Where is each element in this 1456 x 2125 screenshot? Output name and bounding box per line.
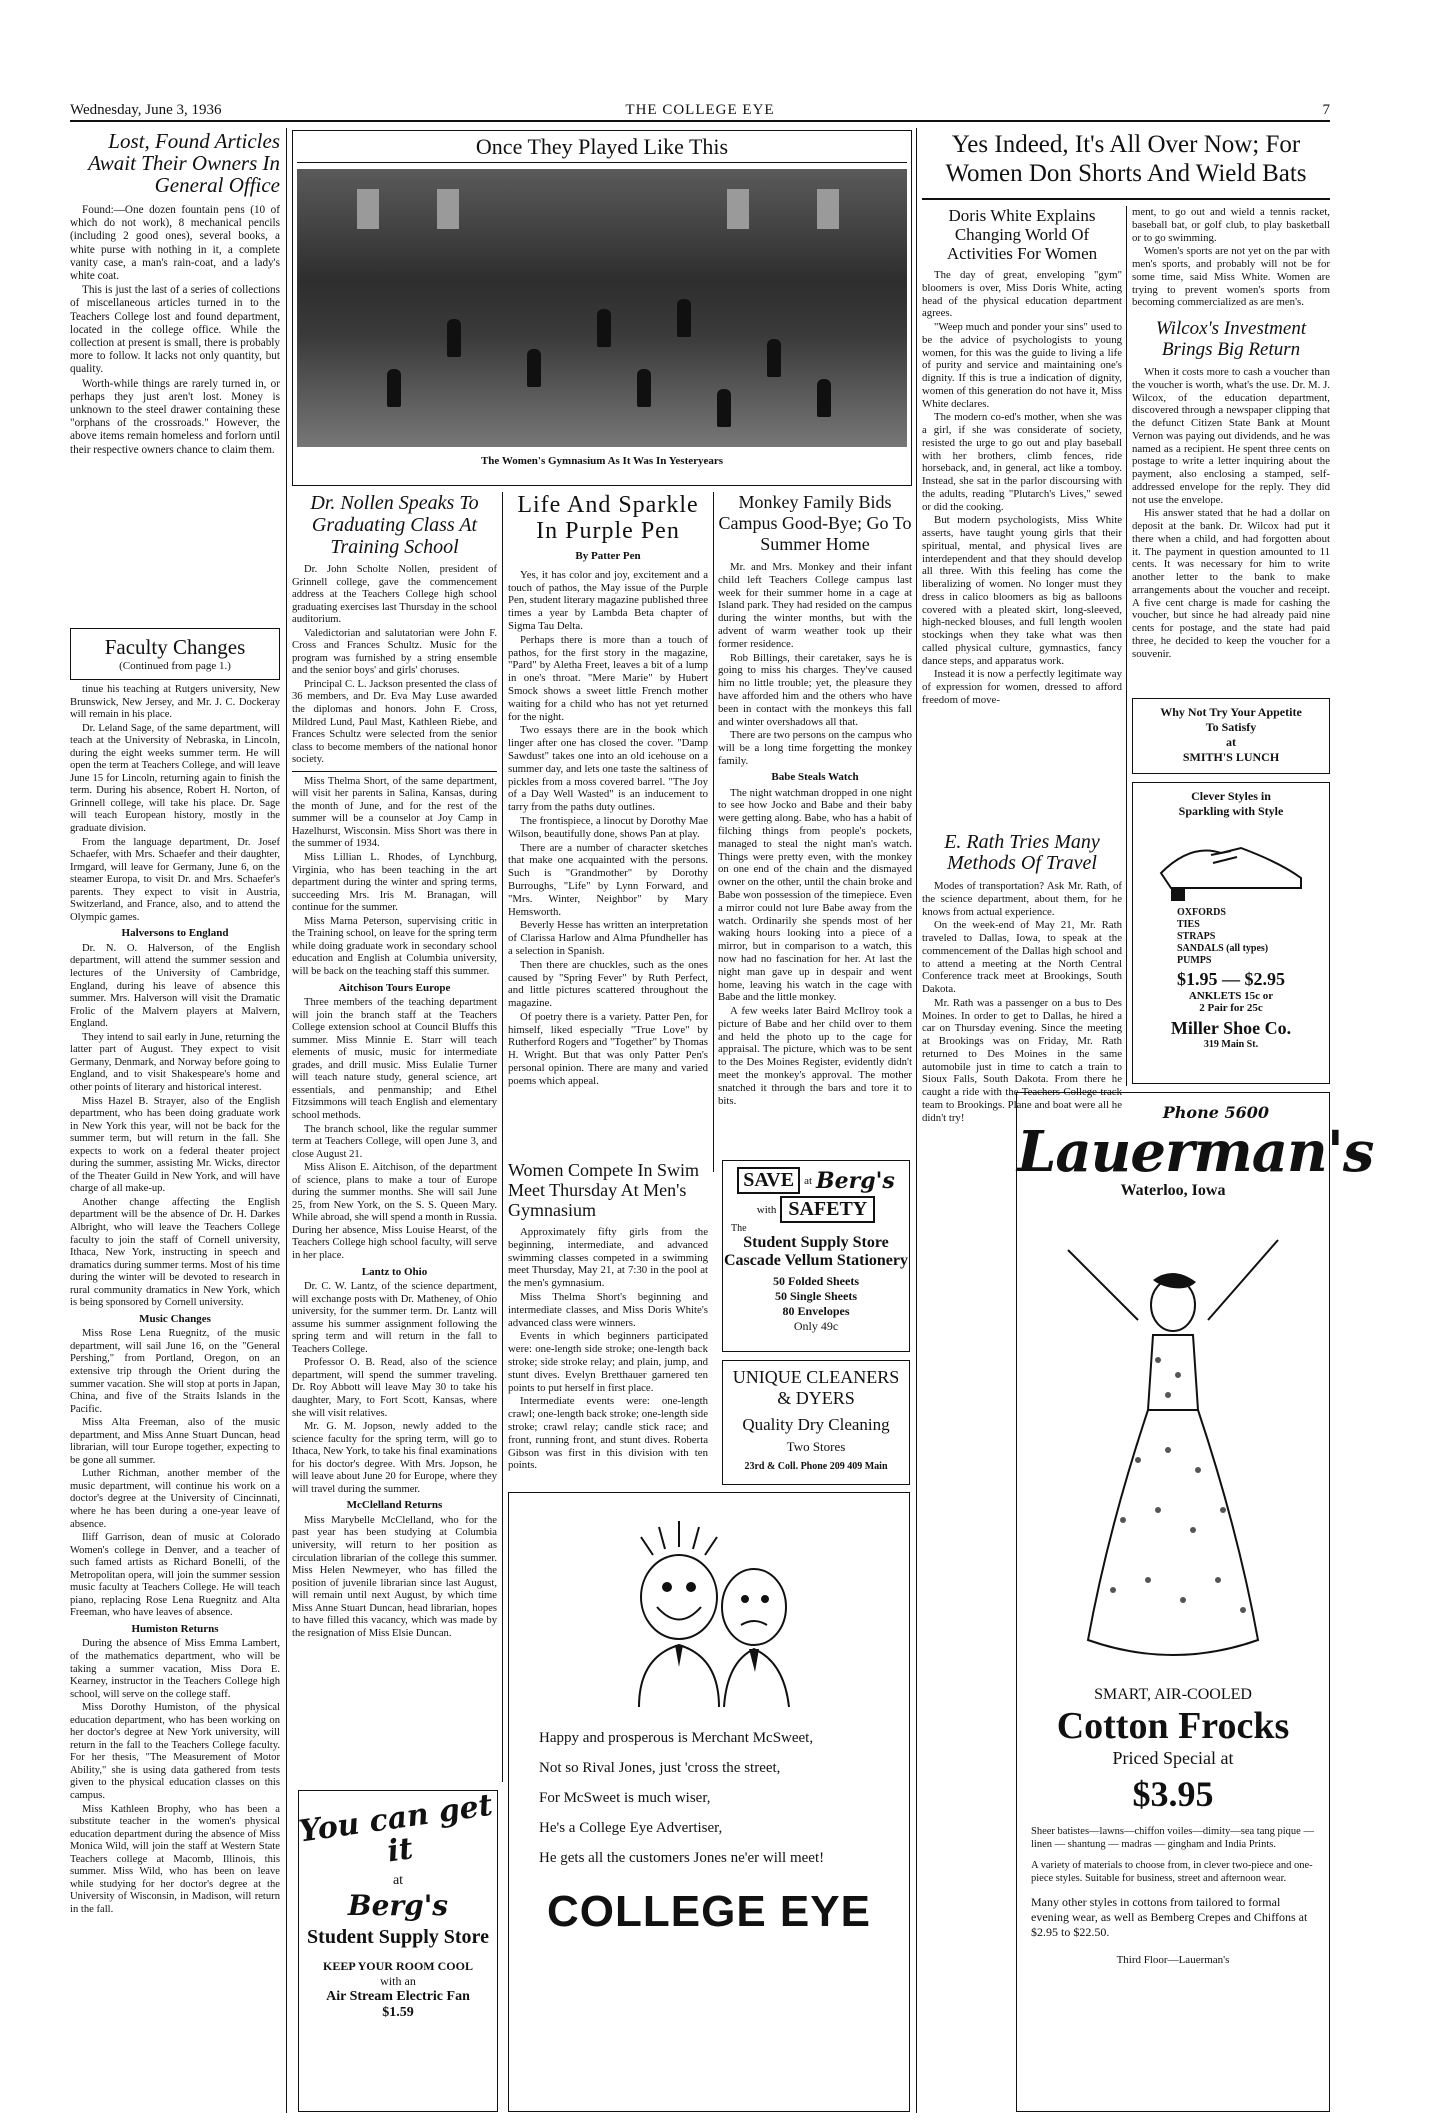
dress-illustration xyxy=(1048,1210,1298,1680)
shoe-illustration xyxy=(1151,823,1311,903)
faculty-headline: Faculty Changes xyxy=(104,635,246,659)
purple-pen-article xyxy=(508,492,708,1152)
subhead: Babe Steals Watch xyxy=(771,770,859,783)
subhead: Humiston Returns xyxy=(131,1622,219,1635)
paragraph: tinue his teaching at Rutgers university, New Brunswick, New Jersey, and Mr. J. C. Dockeray will remain in his place. xyxy=(70,684,280,721)
issue-date: Wednesday, June 3, 1936 xyxy=(70,102,222,118)
paragraph: From the language department, Dr. Josef Schaefer, with Mrs. Schaefer and their daughter, Irmgard, will leave for Germany, June 6, on the steamer Europa, to visit Dr. and Mrs. Schaefer's parents. They expect to visit in Austria, Switzerland, and France, also, and to attend the Olympic games. xyxy=(70,836,280,923)
shorts-headline-box xyxy=(922,130,1330,200)
subhead: Lantz to Ohio xyxy=(361,1265,428,1278)
paragraph: Professor O. B. Read, also of the science department, will spend the summer traveling. Dr. Roy Abbott will leave May 30 to take his daughter, Mary, to Fort Scott, Kansas, where she will visit relatives. xyxy=(292,1357,497,1419)
college-eye-logo: COLLEGE EYE xyxy=(547,1887,871,1936)
paragraph: "Weep much and ponder your sins" used to be the advice of psychologists to young women, for this was the guide to living a life of purity and service and maintaining one's dignity. If this is true a indication of dignity, women of this generation do not have it, Miss White declares. xyxy=(922,321,1122,410)
paragraph: Yes, it has color and joy, excitement and a touch of pathos, the May issue of the Purple Pen, student literary magazine published three times a year by Lambda Beta chapter of Sigma Tau Delta. xyxy=(508,568,708,632)
paragraph: Miss Alison E. Aitchison, of the department of science, plans to make a tour of Europe during the summer months. She will sail June 25, from New York, on the S. S. Queen Mary. While abroad, she will spend a month in Russia. During her absence, Miss Louise Hearst, of the Teachers College high school faculty, will serve in her place. xyxy=(292,1162,497,1261)
shorts-headline: Yes Indeed, It's All Over Now; For Women Don Shorts And Wield Bats xyxy=(945,131,1307,187)
bergs-stationery-ad: SAVE at Berg's with SAFETY The Student Supply Store Cascade Vellum Stationery 50 Folded Sheets 50 Single Sheets 80 Envelopes Only 49c xyxy=(722,1160,910,1352)
college-eye-ad xyxy=(508,1492,910,2112)
paragraph: Miss Dorothy Humiston, of the physical education department, who has been working on her doctor's degree at New York university, will return in the fall to the Teachers College faculty. For her thesis, "The Measurement of Motor Ability," she is using data gathered from tests given to the physical education classes on this campus. xyxy=(70,1702,280,1802)
paragraph: Mr. Rath was a passenger on a bus to Des Moines. In order to get to Dallas, he hired a car on Thursday evening. Since the meeting at Brookings was on Friday, Mr. Rath returned to Des Moines in the same automobile just in time to catch a train to Sioux Falls, South Dakota. From there he caught a ride with the Teachers College track team to Brookings. Plane and boat were all he didn't try! xyxy=(922,996,1122,1124)
bergs-fan-ad: You can get it at Berg's Student Supply Store KEEP YOUR ROOM COOL with an Air Stream Electric Fan $1.59 xyxy=(298,1790,498,2112)
byline: By Patter Pen xyxy=(575,550,641,562)
monkey-article xyxy=(718,492,912,1152)
monkey-headline: Monkey Family Bids Campus Good-Bye; Go To Summer Home xyxy=(718,492,912,554)
paragraph: Miss Thelma Short's beginning and intermediate classes, and Miss Doris White's advanced class were winners. xyxy=(508,1290,708,1329)
paragraph: The modern co-ed's mother, when she was a girl, if she was considerate of society, resisted the urge to go out and play baseball with her brothers, climb fences, ride horseback, and, in general, act like a tomboy. Instead, she sat in the parlor discoursing with the adults, reading "Plutarch's Lives," sewed or did the cooking. xyxy=(922,411,1122,513)
swim-headline: Women Compete In Swim Meet Thursday At Men's Gymnasium xyxy=(508,1160,700,1220)
lauermans-ad: Phone 5600 Lauerman's Waterloo, Iowa SMART, AIR-COOLED Cotton Frocks Priced Special at $3.95 Sheer batistes—lawns—chiffon voiles—dimity—sea tang pique — linen — shantung — madras — gingham and India Prints. A variety of materials to choose from, in clever two-piece and one-piece styles. Suitable for business, street and afternoon wear. Many other styles in cottons from tailored to formal evening wear, as well as Bemberg Crepes and Chiffons at $2.95 to $22.50. Third Floor—Lauerman's xyxy=(1016,1092,1330,2112)
paragraph: Worth-while things are rarely turned in, or perhaps they just aren't lost. Money is unknown to the steel drawer containing these "orphans of the crossroads." However, the above items remain homeless and forlorn until their respective owners chance to claim them. xyxy=(70,377,280,456)
subhead: Halversons to England xyxy=(121,927,229,940)
column-rule xyxy=(916,128,917,2113)
faculty-changes-article xyxy=(70,684,280,2106)
paragraph: Dr. Leland Sage, of the same department, will teach at the University of Nebraska, in Lincoln, during the eight weeks summer term. He will open the term at Teachers College, and will leave June 15 for Lincoln, returning again to finish the term. During his absence, Robert H. Norton, of Grinnell college, will take his place. Dr. Sage will teach European history, mostly in the graduate division. xyxy=(70,722,280,835)
paragraph: Three members of the teaching department will join the branch staff at the Teachers College extension school at Council Bluffs this summer. Miss Minnie E. Starr will teach elements of music, music for intermediate grades, and drill music. Miss Eulalie Turner will teach nature study, general science, art essentials, and penmanship; and Ethel Fitzsimmons will teach English and elementary school methods. xyxy=(292,997,497,1121)
paragraph: Miss Kathleen Brophy, who has been a substitute teacher in the women's physical education department during the absence of Miss Monica Wild, will join the staff at Western State Teachers college at Macomb, Illinois, this summer. Miss Wild, who has been on leave while studying for her doctor's degree at the University of Wisconsin, in Madison, will return in the fall. xyxy=(70,1803,280,1915)
column-rule xyxy=(286,128,287,2113)
paragraph: Principal C. L. Jackson presented the class of 36 members, and Dr. Eva May Luse awarded the diplomas and honors. John F. Cross, Mildred Lund, Paul Mast, Kathleen Riebe, and Frances Schultz were selected from the senior class to become members of the national honor society. xyxy=(292,678,497,766)
ad-script: You can get it xyxy=(296,1787,495,1870)
wilcox-article xyxy=(1132,318,1330,690)
subhead: Music Changes xyxy=(139,1312,211,1325)
paragraph: Miss Rose Lena Ruegnitz, of the music department, will sail June 16, on the "General Pershing," from Portland, Oregon, on an extensive trip through the Orient during the summer vacation. She will stop at ports in Japan, China, and five of the Straits Islands in the Pacific. xyxy=(70,1328,280,1415)
page-number: 7 xyxy=(1322,102,1330,118)
paragraph: Two essays there are in the book which linger after one has closed the cover. "Damp Sawdust" takes one into an old icehouse on a summer day, and lets one taste the saltiness of pickles from a moss covered barrel. "The Joy of a Day Well Wasted" is an inducement to tarry from the paths duty outlines. xyxy=(508,724,708,814)
paragraph: There are a number of character sketches that make one acquainted with the persons. Such is "Grandmother" by Dorothy Burroughs, "Life" by Lynn Forward, and "Mrs. Winter, Neighbor" by Mary Hemsworth. xyxy=(508,841,708,918)
paragraph: Iliff Garrison, dean of music at Colorado Women's college in Denver, and a teacher of such famed artists as Richard Bonelli, of the Metropolitan opera, will join the summer session music faculty at Teachers College. He will teach piano, replacing Rose Lena Ruegnitz and Alta Freeman, who have leaves of absence. xyxy=(70,1532,280,1619)
swim-meet-article xyxy=(508,1160,708,1485)
paragraph: Then there are chuckles, such as the ones caused by "Spring Fever" by Ruth Perfect, and little pictures scattered throughout the magazine. xyxy=(508,958,708,1010)
shorts-article-continued xyxy=(1132,206,1330,314)
paragraph: Dr. N. O. Halverson, of the English department, will attend the summer session and lectures of the University of Cambridge, England, during his leave of absence this summer. Mrs. Halverson will visit the Dramatic Frolic of the Malvern players at Malvern, England. xyxy=(70,942,280,1030)
rath-article xyxy=(922,831,1122,1124)
paragraph: Another change affecting the English department will be the absence of Dr. H. Darkes Albright, who will leave the Teachers College faculty to join the staff of Cornell university, Ithaca, New York, instructing in speech and dramatics during summer terms. Most of his time during the winter will be devoted to research in rural community dramatics in New York, which is being sponsored by Cornell university. xyxy=(70,1196,280,1309)
unique-cleaners-ad: UNIQUE CLEANERS & DYERS Quality Dry Cleaning Two Stores 23rd & Coll. Phone 209 409 Main xyxy=(722,1360,910,1485)
paragraph: Miss Hazel B. Strayer, also of the English department, who has been doing graduate work in New York this year, will not be back for the summer term, but will return in the fall. She expects to work on a federal theater project during the summer, assisting Mr. Wicks, director of the Theater Guild in New York, and will have charge of all make-up. xyxy=(70,1095,280,1195)
paragraph: The day of great, enveloping "gym" bloomers is over, Miss Doris White, acting head of the physical education department agrees. xyxy=(922,269,1122,320)
paragraph: Of poetry there is a variety. Patter Pen, for himself, liked especially "True Love" by Rutherford Rogers and "Together" by Thomas H. Wright. But that was only Patter Pen's personal opinion. There are many and varied poems which appeal. xyxy=(508,1010,708,1087)
paragraph: Events in which beginners participated were: one-length side stroke; one-length back stroke; side stroke relay; and plain, jump, and stunt dives. Evelyn Bretthauer garnered ten points to put herself in first place. xyxy=(508,1330,708,1394)
purple-pen-headline: Life And Sparkle In Purple Pen xyxy=(517,492,699,544)
paragraph: Miss Lillian L. Rhodes, of Lynchburg, Virginia, who has been teaching in the art department during the winter and spring terms, succeeding Mrs. Iris M. Branagan, will continue for the summer. xyxy=(292,852,497,914)
bergs-logo: Berg's xyxy=(347,1889,449,1922)
paragraph: During the absence of Miss Emma Lambert, of the mathematics department, who will be taking a summer vacation, Miss Dora E. Kearney, instructor in the Teachers College high school, will serve on the college staff. xyxy=(70,1638,280,1700)
lauermans-logo: Lauerman's xyxy=(1017,1119,1374,1185)
paragraph: The night watchman dropped in one night to see how Jocko and Babe and their baby were getting along. Babe, who has a habit of filching things from people's pockets, managed to steal the night man's watch. Things were pretty even, with the monkey on one end of the chain and the dismayed owner on the other, until the chain broke and Babe won possession of the timepiece. Even a mirror could not lure Babe away from the watch. Ordinarily she spends most of her waking hours looking into a piece of a mirror, but in comparison to a watch, this now had no fascination for her. At last the night man gave up in despair and went home, leaving his watch in the cage with Babe and the little monkey. xyxy=(718,786,912,1004)
paragraph: They intend to sail early in June, returning the latter part of August. They expect to visit Germany, Denmark, and Norway before going to England, and to visit Shakespeare's home and other points of literary and historical interest. xyxy=(70,1031,280,1093)
paragraph: When it costs more to cash a voucher than the voucher is worth, what's the use. Dr. M. J. Wilcox, of the education department, discovered through a newspaper clipping that the defunct Citizen State Bank at Mount Vernon was paying out dividends, and he was named as a recipient. He spent three cents on postage to write a letter inquiring about the payment, also enclosing a stamped, self-addressed envelope for the reply. They did not use the envelope. xyxy=(1132,366,1330,506)
lost-found-article xyxy=(70,130,280,625)
paragraph: Found:—One dozen fountain pens (10 of which do not work), 8 mechanical pencils (including 2 good ones), several books, a white purse with nothing in it, a complete vanity case, a man's rain-coat, and a lady's white coat. xyxy=(70,204,280,283)
lost-found-headline: Lost, Found Articles Await Their Owners In General Office xyxy=(88,129,280,197)
paragraph: Miss Alta Freeman, also of the music department, and Miss Anne Stuart Duncan, head librarian, will tour Europe together, expecting to be gone all summer. xyxy=(70,1417,280,1466)
shorts-subtitle: Doris White Explains Changing World Of Activities For Women xyxy=(946,206,1098,263)
paper-name: THE COLLEGE EYE xyxy=(625,102,775,118)
paragraph: Valedictorian and salutatorian were John F. Cross and Frances Schultz. Music for the program was furnished by a string ensemble and the senior boys' and girls' choruses. xyxy=(292,627,497,677)
paragraph: Mr. and Mrs. Monkey and their infant child left Teachers College campus last week for their summer home in a cage at Island park. They had resided on the campus during the winter months, but with the advent of warm weather took up their former residence. xyxy=(718,561,912,650)
paragraph: But modern psychologists, Miss White asserts, have taught young girls that their spiritual, mental, and physical lives are interdependent and that they should develop all three. With this feeling has come the liberalizing of women. No longer must they dress in calico bloomers as big as balloons covered with a pleated skirt, long-sleeved, high-necked blouses, and full length woolen stockings when they take what was then called physical culture, gymnastics, fancy dance steps, and apparatus work. xyxy=(922,514,1122,667)
shorts-article xyxy=(922,206,1122,828)
paragraph: Instead it is now a perfectly legitimate way of expression for women, dressed to afford freedom of move- xyxy=(922,668,1122,706)
paragraph: His answer stated that he had a dollar on deposit at the bank. Dr. Wilcox had put it there when a child, and had forgotten about it. The payment in question amounted to 11 cents. It was necessary for him to write another letter to the bank to make arrangements about the voucher and receipt. A five cent charge is made for cashing the voucher, but since he had already paid nine cents for postage, and the state had paid three, he decided to keep the voucher for a souvenir. xyxy=(1132,507,1330,660)
paragraph: The branch school, like the regular summer term at Teachers College, will open June 3, and close August 21. xyxy=(292,1123,497,1160)
photo-caption: The Women's Gymnasium As It Was In Yesteryears xyxy=(480,455,724,467)
paragraph: On the week-end of May 21, Mr. Rath traveled to Dallas, Iowa, to speak at the commencement of the Dallas high school and to attend a meeting at the North Central Conference track meet at Brookings, South Dakota. xyxy=(922,919,1122,995)
paragraph: Beverly Hesse has written an interpretation of Clarissa Harlow and Alma Pfundheller has a selection in Spanish. xyxy=(508,919,708,957)
paragraph: Miss Marybelle McClelland, who for the past year has been studying at Columbia university, will return to her position as circulation librarian of the college this summer. Miss Helen Newmeyer, who has filled the position of juvenile librarian since last August, will remain until next August, by which time Miss Anne Stuart Duncan, head librarian, hopes to have filled this vacancy, which was made by the resignation of Miss Elsie Duncan. xyxy=(292,1514,497,1639)
subhead: McClelland Returns xyxy=(346,1499,443,1512)
bergs-logo: Berg's xyxy=(816,1167,895,1194)
paragraph: Perhaps there is more than a touch of pathos, for the first story in the magazine, "Pard" by Aletha Freet, leaves a bit of a lump in one's throat. "Mere Marie" by Hubert Smock shows a sweet little French mother waiting for a child who has not yet returned for the night. xyxy=(508,633,708,723)
frock-price: $3.95 xyxy=(1132,1774,1214,1814)
paragraph: Dr. John Scholte Nollen, president of Grinnell college, gave the commencement address at the Teachers College high school graduating exercises last Thursday in the school auditorium. xyxy=(292,564,497,626)
photo-headline: Once They Played Like This xyxy=(297,135,907,163)
merchants-illustration xyxy=(579,1507,839,1707)
subhead: Aitchison Tours Europe xyxy=(338,981,451,994)
paragraph: There are two persons on the campus who will be a long time forgetting the monkey family. xyxy=(718,729,912,767)
paragraph: Intermediate events were: one-length crawl; one-length back stroke; one-length side stroke; crawl relay; candle stick race; and front, running front, and stunt dives. Roberta Gibson was first in this division with ten points. xyxy=(508,1395,708,1472)
paragraph: Dr. C. W. Lantz, of the science department, will exchange posts with Dr. Matheney, of Ohio university, for the summer term. Dr. Lantz will assume his summer assignment following the spring term and will return in the fall to Teachers College. xyxy=(292,1281,497,1355)
wilcox-headline: Wilcox's Investment Brings Big Return xyxy=(1155,318,1307,360)
paragraph: A few weeks later Baird McIlroy took a picture of Babe and her child over to them and held the photo up to the cage for appraisal. The picture, which was to be sent to the Des Moines Register, evidently didn't meet the monkey's approval. The mother snatched it through the bars and tore it to bits. xyxy=(718,1005,912,1107)
nollen-headline: Dr. Nollen Speaks To Graduating Class At Training School xyxy=(310,492,479,558)
paragraph: This is just the last of a series of collections of miscellaneous articles turned in to the Teachers College lost and found department, located in the college office. While the collection at present is small, there is probably more to follow. It lacks not only quantity, but quality. xyxy=(70,284,280,376)
smiths-lunch-ad: Why Not Try Your Appetite To Satisfy at SMITH'S LUNCH xyxy=(1132,698,1330,774)
running-head xyxy=(70,102,1330,122)
paragraph: Miss Thelma Short, of the same department, will visit her parents in Salina, Kansas, during the month of June, and for the rest of the summer will be a counselor at Joy Camp in Hazelhurst, Wisconsin. Miss Short was there in the summer of 1934. xyxy=(292,775,497,850)
paragraph: Miss Marna Peterson, supervising critic in the Training school, on leave for the spring term while doing graduate work in secondary school education and English at Columbia university, will be back on the teaching staff this summer. xyxy=(292,915,497,977)
miller-shoe-ad: Clever Styles in Sparkling with Style OXFORDS TIES STRAPS SANDALS (all types) PUMPS $1.95 — $2.95 ANKLETS 15c or 2 Pair for 25c Miller Shoe Co. 319 Main St. xyxy=(1132,782,1330,1084)
continued-note: (Continued from page 1.) xyxy=(119,660,231,672)
paragraph: Mr. G. M. Jopson, newly added to the science faculty for the spring term, will go to Ithaca, New York, to take his final examinations for his doctor's degree. With Mrs. Jopson, he will leave about June 20 for Europe, where they will travel during the summer. xyxy=(292,1421,497,1495)
paragraph: Rob Billings, their caretaker, says he is going to miss his charges. They've caused him no little trouble; yet, the pleasure they have afforded him and the others who have been in contact with the monkeys this fall and winter overshadows all that. xyxy=(718,651,912,728)
paragraph: Luther Richman, another member of the music department, will continue his work on a doctor's degree at the University of Cincinnati, where he has been during a one-year leave of absence. xyxy=(70,1468,280,1530)
paragraph: Modes of transportation? Ask Mr. Rath, of the science department, about them, for he knows from actual experience. xyxy=(922,880,1122,918)
paragraph: The frontispiece, a linocut by Dorothy Mae Wilson, beautifully done, shows Pan at play. xyxy=(508,814,708,840)
gymnasium-photo xyxy=(297,169,907,447)
paragraph: Approximately fifty girls from the beginning, intermediate, and advanced swimming classes competed in a swimming meet Thursday, May 21, at 7:30 in the pool at the men's gymnasium. xyxy=(508,1226,708,1290)
rath-headline: E. Rath Tries Many Methods Of Travel xyxy=(944,831,1100,874)
ad-poem: Happy and prosperous is Merchant McSweet, Not so Rival Jones, just 'cross the street, For McSweet is much wiser, He's a College Eye Advertiser, He gets all the customers Jones ne'er will meet! xyxy=(539,1730,825,1866)
photo-feature xyxy=(292,130,912,486)
faculty-changes-headbox xyxy=(70,628,280,680)
paragraph: ment, to go out and wield a tennis racket, baseball bat, or golf club, to play basketball or to go swimming. xyxy=(1132,206,1330,244)
paragraph: Women's sports are not yet on the par with men's sports, and probably will not be for some time, said Miss White. Women are trying to prevent women's sports from becoming commercialized as are men's. xyxy=(1132,245,1330,309)
